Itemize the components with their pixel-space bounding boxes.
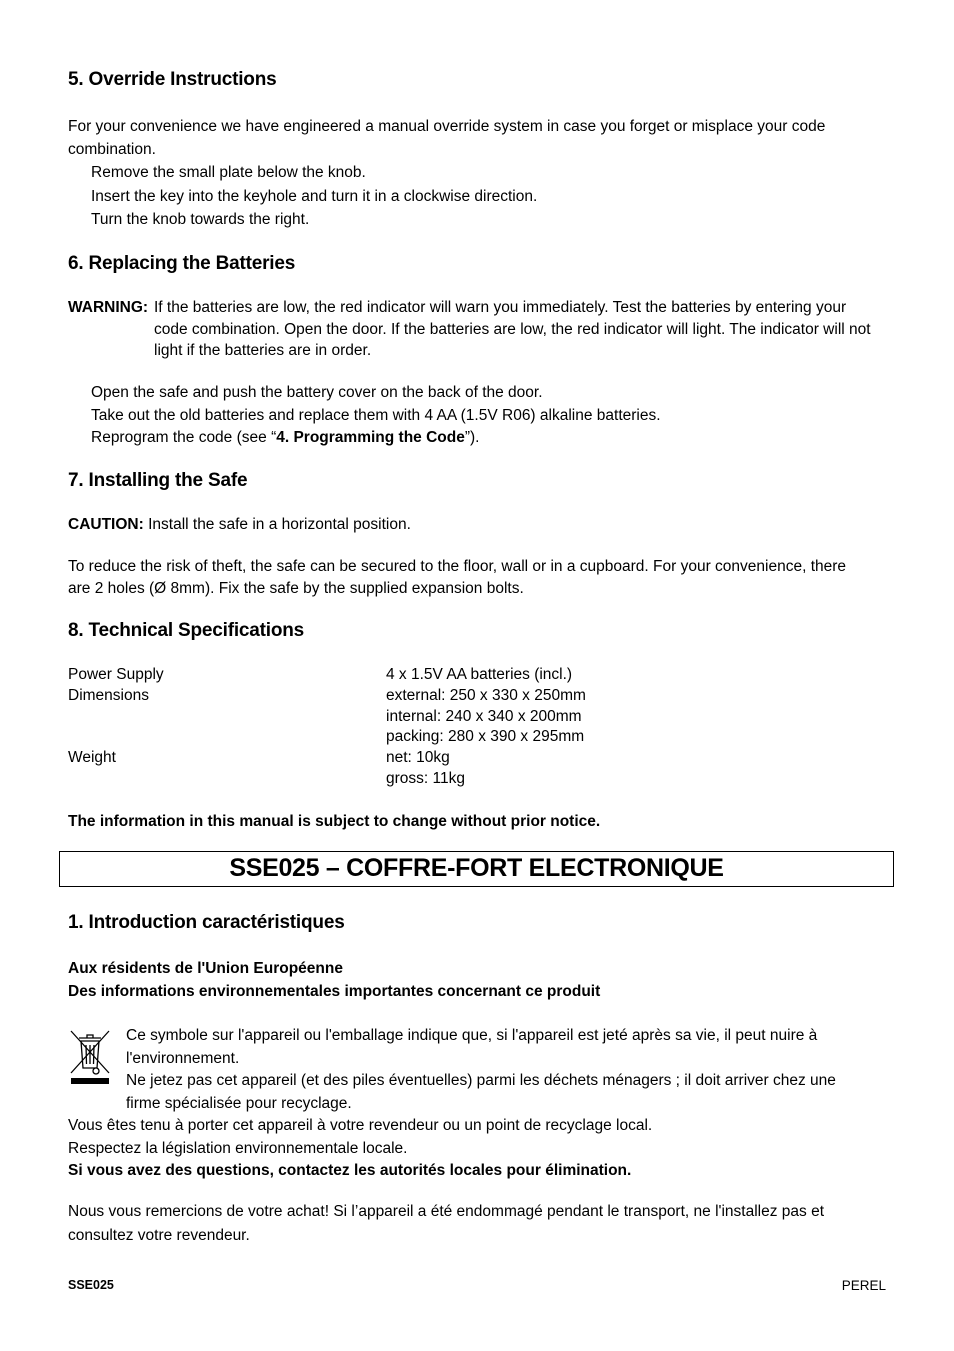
battery-step-2: Take out the old batteries and replace them with 4 AA (1.5V R06) alkaline batteries. [91,406,661,424]
reprogram-reference: 4. Programming the Code [276,429,465,446]
warning-line1: If the batteries are low, the red indicator will warn you immediately. Test the batteries by entering your [154,299,847,316]
installing-line2: are 2 holes (Ø 8mm). Fix the safe by the supplied expansion bolts. [68,579,524,597]
reprogram-suffix: ”). [464,429,480,446]
installing-line1: To reduce the risk of theft, the safe can be secured to the floor, wall or in a cupboard. For your convenience, there [68,558,847,575]
fr-thanks-line2: consultez votre revendeur. [68,1226,250,1244]
override-intro-line1: For your convenience we have engineered a manual override system in case you forget or misplace your code [68,118,826,135]
section-introduction-fr [68,911,896,935]
heading-override: 5. Override Instructions [68,69,277,90]
battery-step-3 [68,427,896,449]
banner-title: SSE025 – COFFRE-FORT ELECTRONIQUE [229,854,724,883]
specs-table [68,665,768,790]
caution-line [68,514,896,536]
spec-value: gross: 11kg [386,769,465,787]
footer-model: SSE025 [68,1278,114,1292]
section-specs [68,619,896,643]
spec-value: 4 x 1.5V AA batteries (incl.) [386,666,573,683]
spec-label [68,769,386,790]
fr-symbol-line1: Ce symbole sur l'appareil ou l'emballage indique que, si l'appareil est jeté après sa vie, il peut nuire à [126,1027,818,1044]
battery-step-1: Open the safe and push the battery cover on the back of the door. [91,384,543,401]
spec-value: net: 10kg [386,749,450,767]
fr-bold-line2: Des informations environnementales importantes concernant ce produit [68,982,601,1000]
warning-row [68,297,896,319]
footer-brand: PEREL [841,1278,886,1293]
installing-caution [68,514,896,536]
caution-label: CAUTION: [68,516,144,533]
batteries-steps [68,382,896,449]
spec-row [68,707,768,728]
heading-batteries: 6. Replacing the Batteries [68,253,296,274]
spec-row [68,769,768,790]
installing-text [68,556,896,599]
specs-notice [68,811,896,833]
heading-installing: 7. Installing the Safe [68,470,248,491]
override-intro [68,116,896,231]
batteries-warning [68,297,896,362]
override-intro-line2: combination. [68,140,156,158]
section-override [68,68,896,92]
fr-weee-text [68,1025,896,1114]
section-batteries [68,252,896,276]
heading-introduction-fr: 1. Introduction caractéristiques [68,912,345,933]
spec-row [68,727,768,748]
fr-line7: Si vous avez des questions, contactez les autorités locales pour élimination. [68,1162,632,1179]
fr-thanks-line1: Nous vous remercions de votre achat! Si l’appareil a été endommagé pendant le transport, ne l'installez pas et [68,1203,824,1220]
spec-value: packing: 280 x 390 x 295mm [386,728,585,746]
fr-thanks [68,1201,896,1246]
spec-row [68,665,768,686]
spec-label: Power Supply [68,666,164,683]
crossed-out-wheelie-bin-icon [68,1025,112,1085]
spec-label: Weight [68,749,116,767]
spec-row [68,686,768,707]
spec-label [68,727,386,748]
override-step-3: Turn the knob towards the right. [91,211,310,228]
spec-value: internal: 240 x 340 x 200mm [386,707,582,725]
spec-row [68,748,768,769]
fr-line5: Vous êtes tenu à porter cet appareil à votre revendeur ou un point de recyclage local. [68,1117,653,1134]
warning-line3: light if the batteries are in order. [154,342,372,359]
notice-text: The information in this manual is subject to change without prior notice. [68,813,601,830]
fr-weee-block [68,1025,896,1182]
caution-text: Install the safe in a horizontal position. [143,516,411,533]
spec-value: external: 250 x 330 x 250mm [386,686,586,704]
section-installing [68,469,896,493]
fr-eu-notice [68,958,896,1002]
fr-line6: Respectez la législation environnementale locale. [68,1139,408,1157]
fr-symbol-line3: Ne jetez pas cet appareil (et des piles éventuelles) parmi les déchets ménagers ; il doit arriver chez une [126,1072,836,1089]
reprogram-prefix: Reprogram the code (see “ [91,429,277,446]
spec-label [68,707,386,728]
spec-label: Dimensions [68,686,149,704]
heading-specs: 8. Technical Specifications [68,620,305,641]
fr-bold-line1: Aux résidents de l'Union Européenne [68,960,343,977]
override-step-1: Remove the small plate below the knob. [91,164,366,181]
fr-symbol-line4: firme spécialisée pour recyclage. [126,1094,352,1112]
override-step-2: Insert the key into the keyhole and turn it in a clockwise direction. [91,187,538,205]
warning-line2: code combination. Open the door. If the batteries are low, the red indicator will light. The indicator will not [154,320,871,338]
fr-symbol-line2: l'environnement. [126,1049,240,1067]
document-title-banner [59,851,894,887]
warning-label: WARNING: [68,299,149,316]
